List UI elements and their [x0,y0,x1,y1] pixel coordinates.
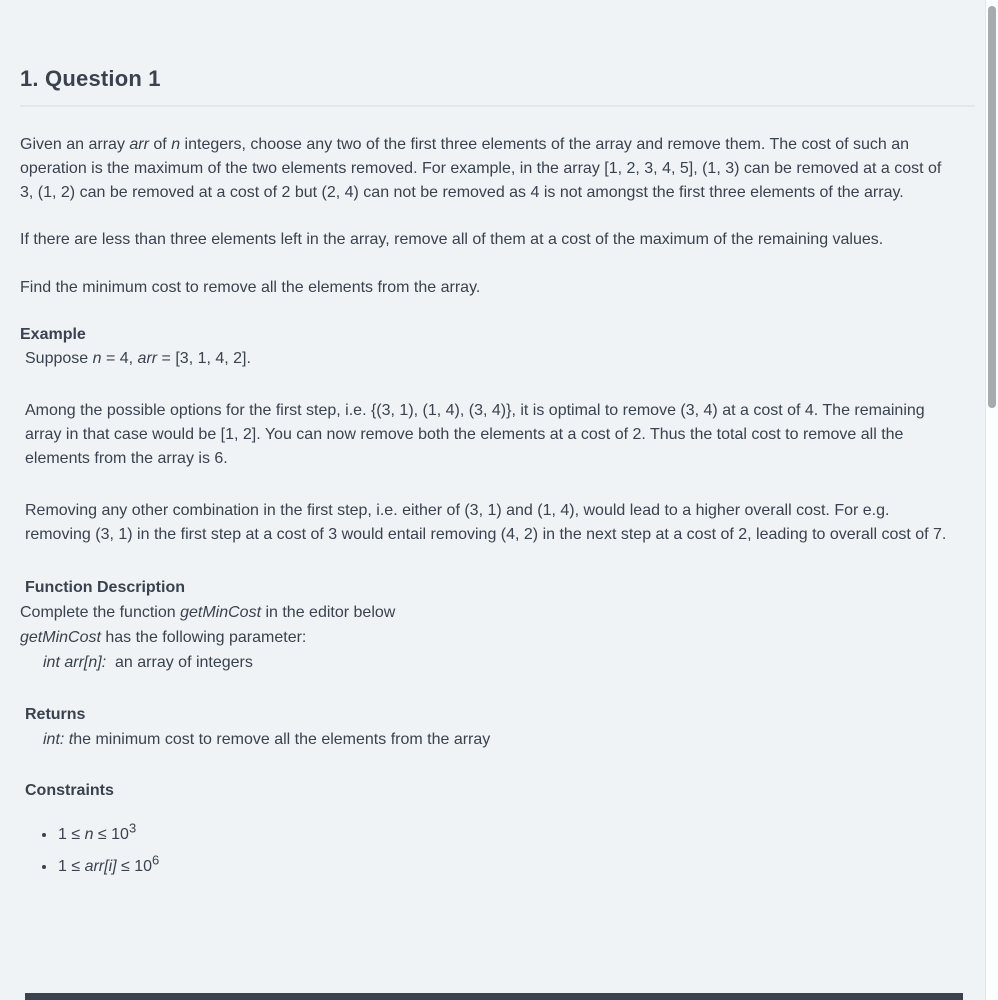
example-analysis: Among the possible options for the first step, i.e. {(3, 1), (1, 4), (3, 4)}, it is optimal to remove (3, 4) at a cost of 4. The remaining array in that case would be [1, 2]. You can now remove both the elements at a cost of 2. Thus the total cost to remove all the elements from the array is 6. [25,402,925,467]
constraints-section [20,779,948,879]
function-description-line1: Complete the function getMinCost in the editor below [20,604,396,621]
example-heading: Example [20,326,86,343]
returns-heading: Returns [25,706,86,723]
page-title: 1. Question 1 [20,66,161,91]
constraint-item-n: • $1 \le n \le 10^3$ [57,823,948,847]
constraint-item-arr: • $1 \le arr[i] \le 10^6$ [57,855,948,879]
returns-line: int: the minimum cost to remove all the elements from the array [43,731,491,748]
returns-section [20,703,948,752]
problem-objective: Find the minimum cost to remove all the elements from the array. [20,279,481,296]
function-parameter: int arr[n]: an array of integers [43,654,253,671]
title-divider [20,105,975,107]
scrollbar[interactable] [985,0,998,1000]
function-description-section [20,576,948,675]
scrollbar-thumb[interactable] [988,6,996,408]
problem-statement: Given an array arr of n integers, choose any two of the first three elements of the array and remove them. The cost of such an operation is the maximum of the two elements removed. For example, in the array [1, 2, 3, 4, 5], (1, 3) can be removed at a cost of 3, (1, 2) can be removed at a cost of 2 but (2, 4) can not be removed as 4 is not amongst the first three elements of the array. [20,136,942,201]
example-alternative: Removing any other combination in the first step, i.e. either of (3, 1) and (1, 4), would lead to a higher overall cost. For e.g. removing (3, 1) in the first step at a cost of 3 would entail removing (4, 2) in the next step at a cost of 2, leading to overall cost of 7. [25,502,947,543]
function-description-line2: getMinCost has the following parameter: [20,629,307,646]
function-description-heading: Function Description [25,579,185,596]
constraints-heading: Constraints [25,782,114,799]
example-section [20,323,948,547]
constraints-list [20,820,948,879]
problem-note: If there are less than three elements left in the array, remove all of them at a cost of the maximum of the remaining values. [20,231,884,248]
bottom-panel-edge [25,993,963,1000]
example-setup: Suppose n = 4, arr = [3, 1, 4, 2]. [25,350,251,367]
